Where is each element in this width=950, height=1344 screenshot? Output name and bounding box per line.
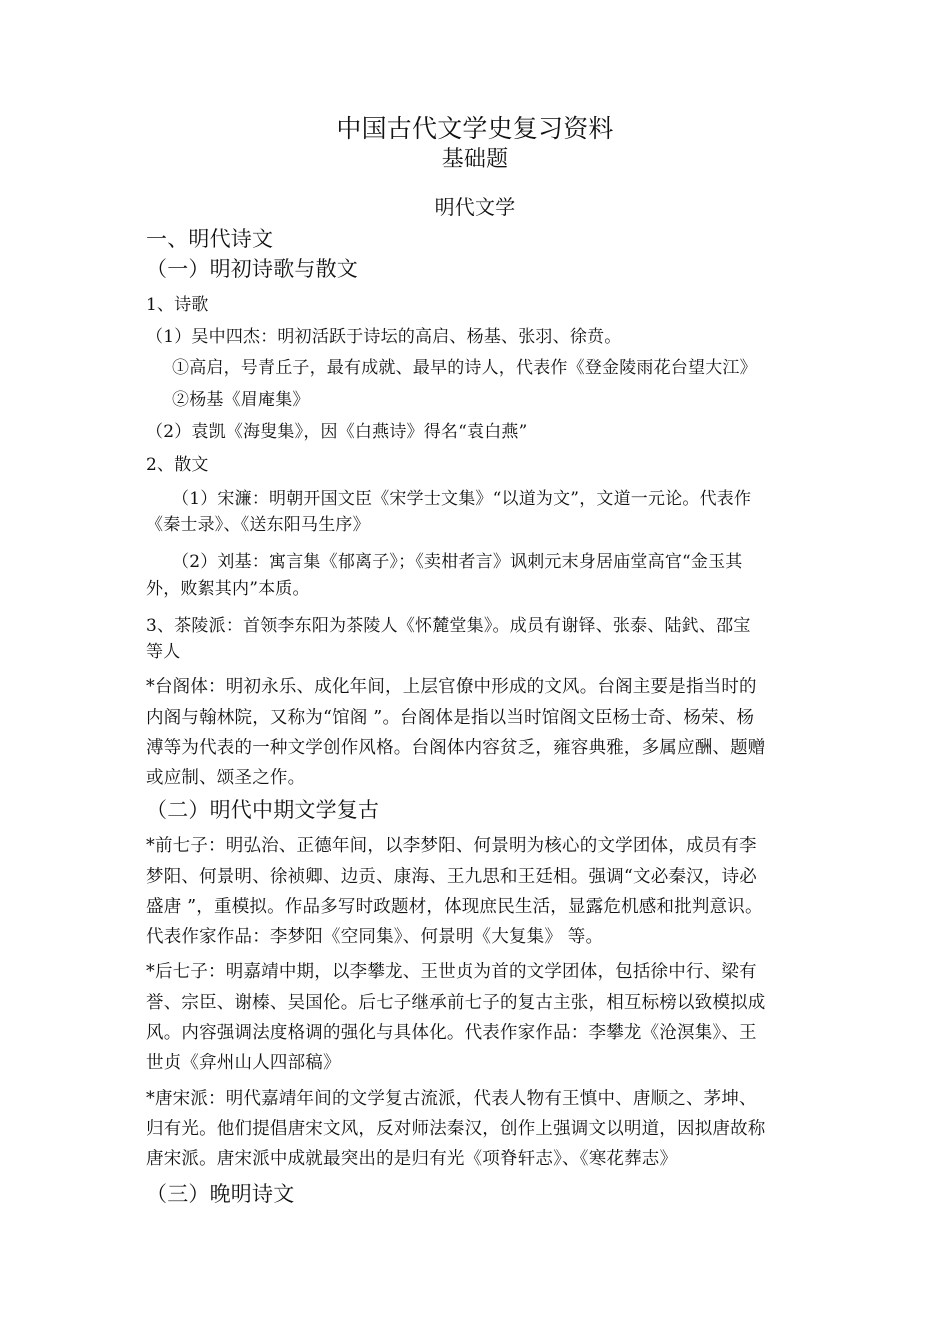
paragraph-line: 《秦士录》、《送东阳马生序》 [146, 515, 370, 535]
paragraph-line: 1、诗歌 [146, 295, 209, 315]
paragraph-line: 3、茶陵派：首领李东阳为茶陵人《怀麓堂集》。成员有谢铎、张泰、陆釴、邵宝 [146, 616, 751, 636]
paragraph-line: *后七子：明嘉靖中期，以李攀龙、王世贞为首的文学团体，包括徐中行、梁有 [146, 962, 757, 982]
paragraph-line: （2）袁凯《海叟集》，因《白燕诗》得名“袁白燕” [146, 422, 528, 442]
paragraph-line: 溥等为代表的一种文学创作风格。台阁体内容贫乏，雍容典雅，多属应酬、题赠 [146, 738, 766, 758]
heading-ming-poetry-prose: 一、明代诗文 [146, 227, 274, 251]
paragraph-line: ①高启，号青丘子，最有成就、最早的诗人，代表作《登金陵雨花台望大江》 [172, 358, 757, 378]
paragraph-line: 等人 [146, 642, 181, 662]
paragraph-line: *前七子：明弘治、正德年间，以李梦阳、何景明为核心的文学团体，成员有李 [146, 836, 757, 856]
paragraph-line: 代表作家作品：李梦阳《空同集》、何景明《大复集》 等。 [146, 927, 604, 947]
subheading-early-ming: （一）明初诗歌与散文 [146, 257, 358, 281]
paragraph-line: 外，败絮其内”本质。 [146, 579, 310, 599]
paragraph-line: 世贞《弇州山人四部稿》 [146, 1053, 341, 1073]
paragraph-line: *台阁体：明初永乐、成化年间，上层官僚中形成的文风。台阁主要是指当时的 [146, 677, 757, 697]
paragraph-line: 风。内容强调法度格调的强化与具体化。代表作家作品：李攀龙《沧溟集》、王 [146, 1023, 757, 1043]
paragraph-line: （1）吴中四杰：明初活跃于诗坛的高启、杨基、张羽、徐贲。 [146, 327, 622, 347]
paragraph-line: 归有光。他们提倡唐宋文风，反对师法秦汉，创作上强调文以明道，因拟唐故称 [146, 1119, 766, 1139]
paragraph-line: 或应制、颂圣之作。 [146, 768, 306, 788]
paragraph-line: ②杨基《眉庵集》 [172, 390, 310, 410]
subheading-late-ming: （三）晚明诗文 [146, 1182, 295, 1206]
paragraph-line: 誉、宗臣、谢榛、吴国伦。后七子继承前七子的复古主张，相互标榜以致模拟成 [146, 993, 766, 1013]
paragraph-line: 唐宋派。唐宋派中成就最突出的是归有光《项脊轩志》、《寒花葬志》 [146, 1149, 678, 1169]
paragraph-line: *唐宋派：明代嘉靖年间的文学复古流派，代表人物有王慎中、唐顺之、茅坤、 [146, 1089, 757, 1109]
paragraph-line: （2）刘基：寓言集《郁离子》；《卖柑者言》讽刺元末身居庙堂高官“金玉其 [172, 552, 743, 572]
paragraph-line: 梦阳、何景明、徐祯卿、边贡、康海、王九思和王廷相。强调“文必秦汉，诗必 [146, 867, 757, 887]
subheading-mid-ming: （二）明代中期文学复古 [146, 798, 380, 822]
section-title: 明代文学 [434, 195, 516, 219]
document-subtitle: 基础题 [441, 147, 509, 172]
paragraph-line: 2、散文 [146, 455, 209, 475]
paragraph-line: 内阁与翰林院，又称为“馆阁 ”。台阁体是指以当时馆阁文臣杨士奇、杨荣、杨 [146, 708, 755, 728]
paragraph-line: 盛唐 ”，重模拟。作品多写时政题材，体现庶民生活，显露危机感和批判意识。 [146, 897, 763, 917]
paragraph-line: （1）宋濂：明朝开国文臣《宋学士文集》“以道为文”，文道一元论。代表作 [172, 489, 752, 509]
document-title: 中国古代文学史复习资料 [336, 114, 614, 143]
